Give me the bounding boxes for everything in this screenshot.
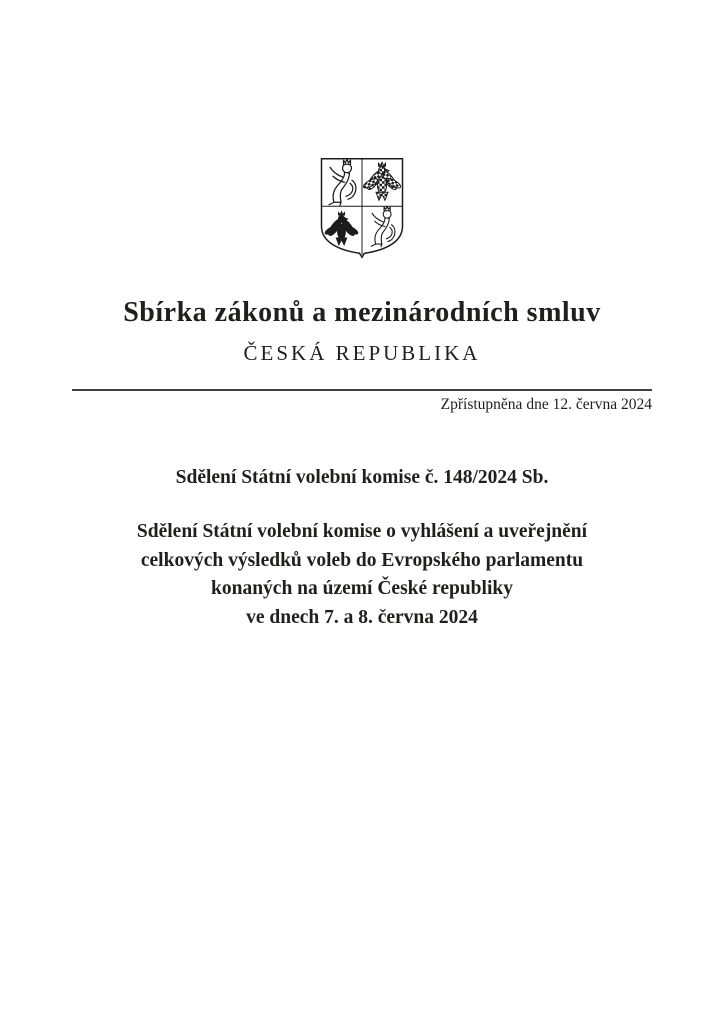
subject-line: ve dnech 7. a 8. června 2024	[246, 606, 478, 628]
gazette-title: Sbírka zákonů a mezinárodních smluv	[123, 297, 601, 328]
publication-date-note: Zpřístupněna dne 12. června 2024	[440, 396, 652, 413]
announcement-heading: Sdělení Státní volební komise č. 148/2024 Sb.	[175, 467, 549, 488]
subject-line: celkových výsledků voleb do Evropského parlamentu	[140, 549, 584, 571]
czech-coat-of-arms-icon	[319, 156, 405, 259]
coat-of-arms-svg	[319, 156, 405, 259]
announcement-subject	[0, 518, 724, 632]
masthead-divider	[72, 389, 652, 391]
subject-line: Sdělení Státní volební komise o vyhlášení a uveřejnění	[136, 521, 588, 542]
country-name: ČESKÁ REPUBLIKA	[243, 341, 481, 365]
subject-line: konaných na území České republiky	[211, 578, 513, 599]
